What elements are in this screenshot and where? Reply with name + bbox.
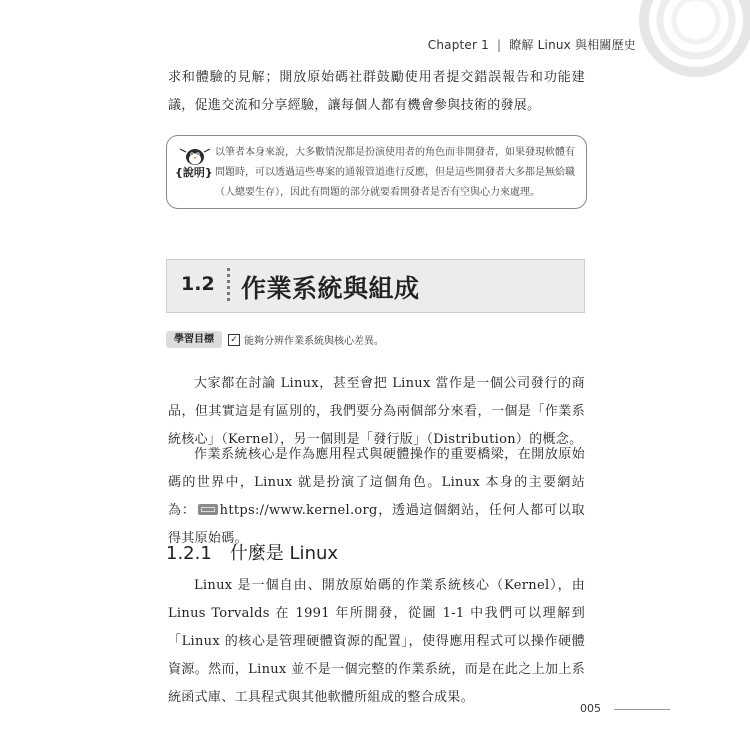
paragraph-what-is-linux: Linux 是一個自由、開放原始碼的作業系統核心（Kernel），由 Linus Torvalds 在 1991 年所開發，從圖 1-1 中我們可以理解到「Linux 的核心是管理硬體資源的配置」，使得應用程式可以操作硬體資源。然而，Linux 並不是一個完整的作業系統，而是在此之上加上系統函式庫、工具程式與其他軟體所組成的整合成果。 <box>168 578 585 705</box>
section-title: 作業系統與組成 <box>241 274 420 303</box>
goal-text: 能夠分辨作業系統與核心差異。 <box>244 336 384 347</box>
subsection-heading <box>166 539 338 565</box>
running-header <box>428 36 636 53</box>
kernel-url: https://www.kernel.org <box>219 503 378 518</box>
subsection-number: 1.2.1 <box>166 543 212 564</box>
intro-paragraph: 求和體驗的見解；開放原始碼社群鼓勵使用者提交錯誤報告和功能建議，促進交流和分享經驗，讓每個人都有機會參與技術的發展。 <box>168 70 585 113</box>
header-title: 瞭解 Linux 與相關歷史 <box>509 38 636 52</box>
url-icon <box>198 504 218 515</box>
section-heading <box>166 259 585 313</box>
header-separator: | <box>496 38 502 52</box>
footer-rule <box>614 709 670 710</box>
section-divider <box>227 268 230 306</box>
note-box <box>166 135 587 209</box>
header-chapter: Chapter 1 <box>427 38 489 52</box>
section-number: 1.2 <box>181 273 215 295</box>
note-label: {說明} <box>175 166 213 179</box>
subsection-title: 什麼是 Linux <box>229 543 339 564</box>
learning-goal <box>166 331 384 348</box>
checkbox-icon: ✓ <box>228 334 240 346</box>
goal-badge: 學習目標 <box>166 331 222 348</box>
paragraph-kernel-distribution: 大家都在討論 Linux，甚至會把 Linux 當作是一個公司發行的商品，但其實這是有區別的，我們要分為兩個部分來看，一個是「作業系統核心」（Kernel），另一個則是「發行版」（Distribution）的概念。 <box>168 376 585 447</box>
page-number: 005 <box>580 702 601 715</box>
penguin-icon <box>176 146 214 166</box>
note-text: 以筆者本身來說，大多數情況都是扮演使用者的角色而非開發者，如果發現軟體有問題時，可以透過這些專案的通報管道進行反應，但是這些開發者大多都是無給職（人總要生存），因此有問題的部分就要看開發者是否有空與心力來處理。 <box>215 147 575 198</box>
decorative-rings <box>636 0 750 80</box>
paragraph-kernel-role: 作業系統核心是作為應用程式與硬體操作的重要橋梁，在開放原始碼的世界中，Linux 就是扮演了這個角色。Linux 本身的主要網站為： https://www.kernel.org，透過這個網站，任何人都可以取得其原始碼。 <box>168 447 585 546</box>
